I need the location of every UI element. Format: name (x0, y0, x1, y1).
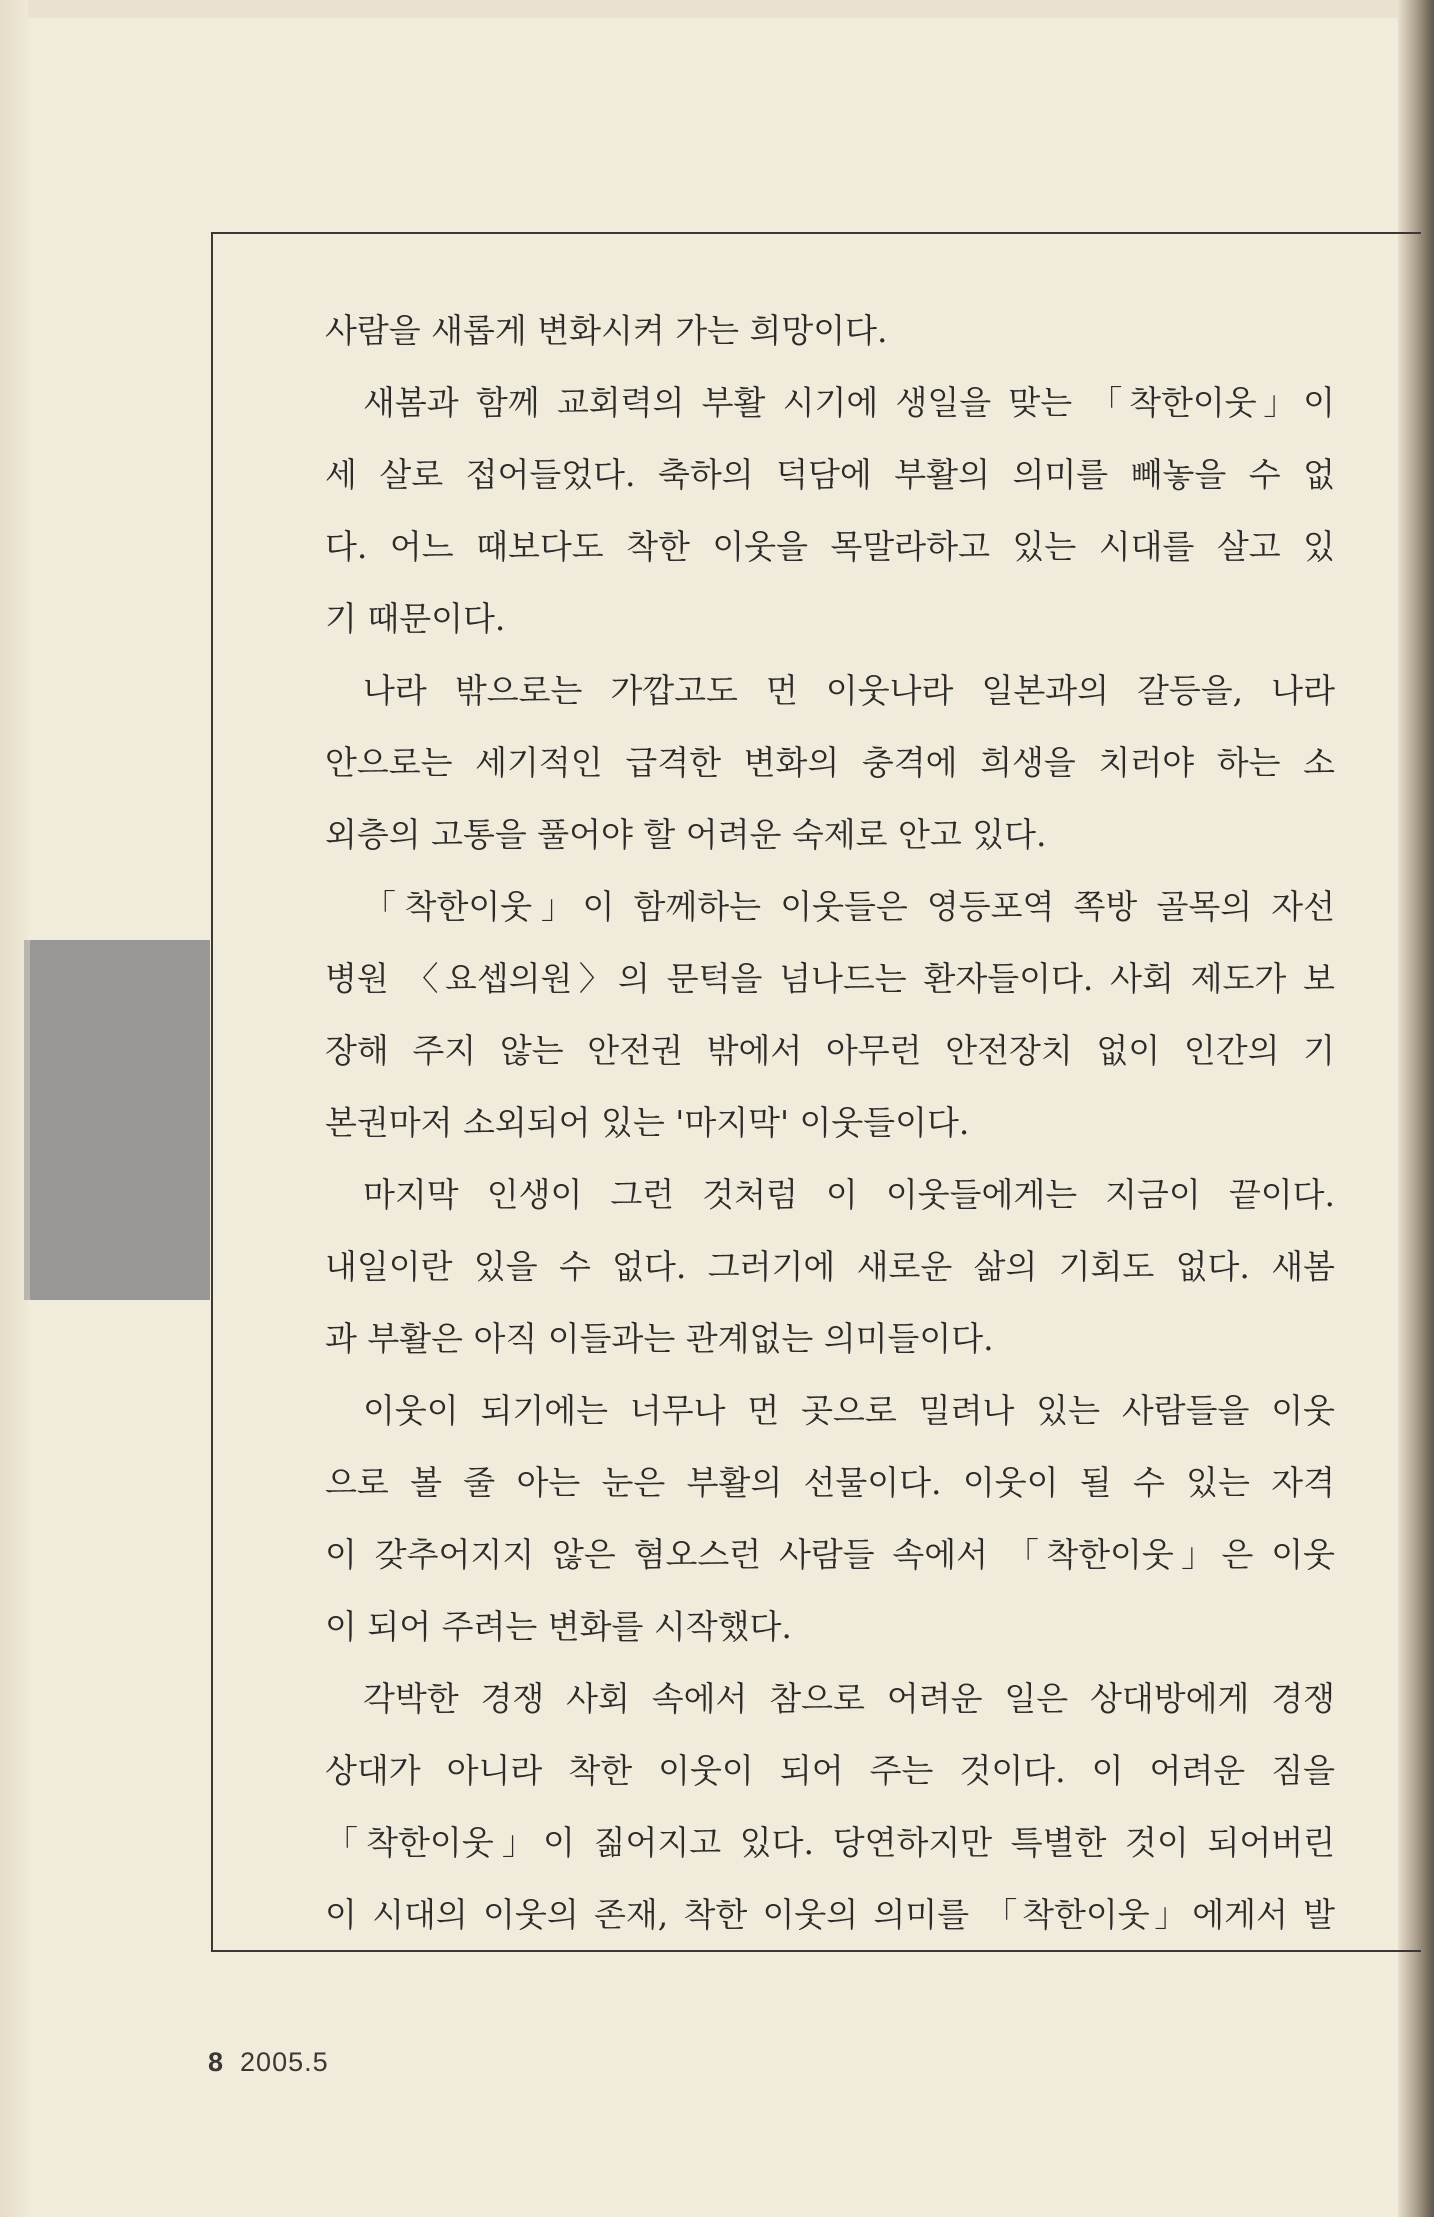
text-line-9: 「착한이웃」이 함께하는 이웃들은 영등포역 쪽방 골목의 자선 (363, 887, 1335, 926)
text-line-11: 장해 주지 않는 안전권 밖에서 아무런 안전장치 없이 인간의 기 (325, 1031, 1335, 1070)
text-line-8: 외층의 고통을 풀어야 할 어려운 숙제로 안고 있다. (325, 815, 1047, 854)
side-gray-tab (30, 940, 210, 1300)
page-top-band (0, 0, 1434, 18)
text-line-20: 각박한 경쟁 사회 속에서 참으로 어려운 일은 상대방에게 경쟁 (363, 1679, 1335, 1718)
text-line-16: 이웃이 되기에는 너무나 먼 곳으로 밀려나 있는 사람들을 이웃 (363, 1391, 1335, 1430)
text-line-1: 사람을 새롭게 변화시켜 가는 희망이다. (325, 311, 888, 350)
text-line-13: 마지막 인생이 그런 것처럼 이 이웃들에게는 지금이 끝이다. (363, 1175, 1335, 1214)
issue-date: 2005.5 (240, 2047, 329, 2077)
text-line-23: 이 시대의 이웃의 존재, 착한 이웃의 의미를 「착한이웃」에게서 발 (325, 1895, 1335, 1934)
page-number: 8 (208, 2047, 225, 2077)
text-line-2: 새봄과 함께 교회력의 부활 시기에 생일을 맞는 「착한이웃」이 (363, 383, 1335, 422)
page-footer (208, 2047, 329, 2078)
text-line-3: 세 살로 접어들었다. 축하의 덕담에 부활의 의미를 빼놓을 수 없 (325, 455, 1335, 494)
text-line-4: 다. 어느 때보다도 착한 이웃을 목말라하고 있는 시대를 살고 있 (325, 527, 1335, 566)
text-line-18: 이 갖추어지지 않은 혐오스런 사람들 속에서 「착한이웃」은 이웃 (325, 1535, 1335, 1574)
text-line-14: 내일이란 있을 수 없다. 그러기에 새로운 삶의 기회도 없다. 새봄 (325, 1247, 1335, 1286)
text-line-17: 으로 볼 줄 아는 눈은 부활의 선물이다. 이웃이 될 수 있는 자격 (325, 1463, 1335, 1502)
text-line-10: 병원 〈요셉의원〉의 문턱을 넘나드는 환자들이다. 사회 제도가 보 (325, 959, 1335, 998)
text-line-12: 본권마저 소외되어 있는 '마지막' 이웃들이다. (325, 1103, 970, 1142)
text-line-19: 이 되어 주려는 변화를 시작했다. (325, 1607, 792, 1646)
text-line-7: 안으로는 세기적인 급격한 변화의 충격에 희생을 치러야 하는 소 (325, 743, 1335, 782)
text-line-5: 기 때문이다. (325, 599, 506, 638)
text-line-22: 「착한이웃」이 짊어지고 있다. 당연하지만 특별한 것이 되어버린 (325, 1823, 1335, 1862)
text-line-6: 나라 밖으로는 가깝고도 먼 이웃나라 일본과의 갈등을, 나라 (363, 671, 1335, 710)
text-line-21: 상대가 아니라 착한 이웃이 되어 주는 것이다. 이 어려운 짐을 (325, 1751, 1335, 1790)
text-line-15: 과 부활은 아직 이들과는 관계없는 의미들이다. (325, 1319, 994, 1358)
